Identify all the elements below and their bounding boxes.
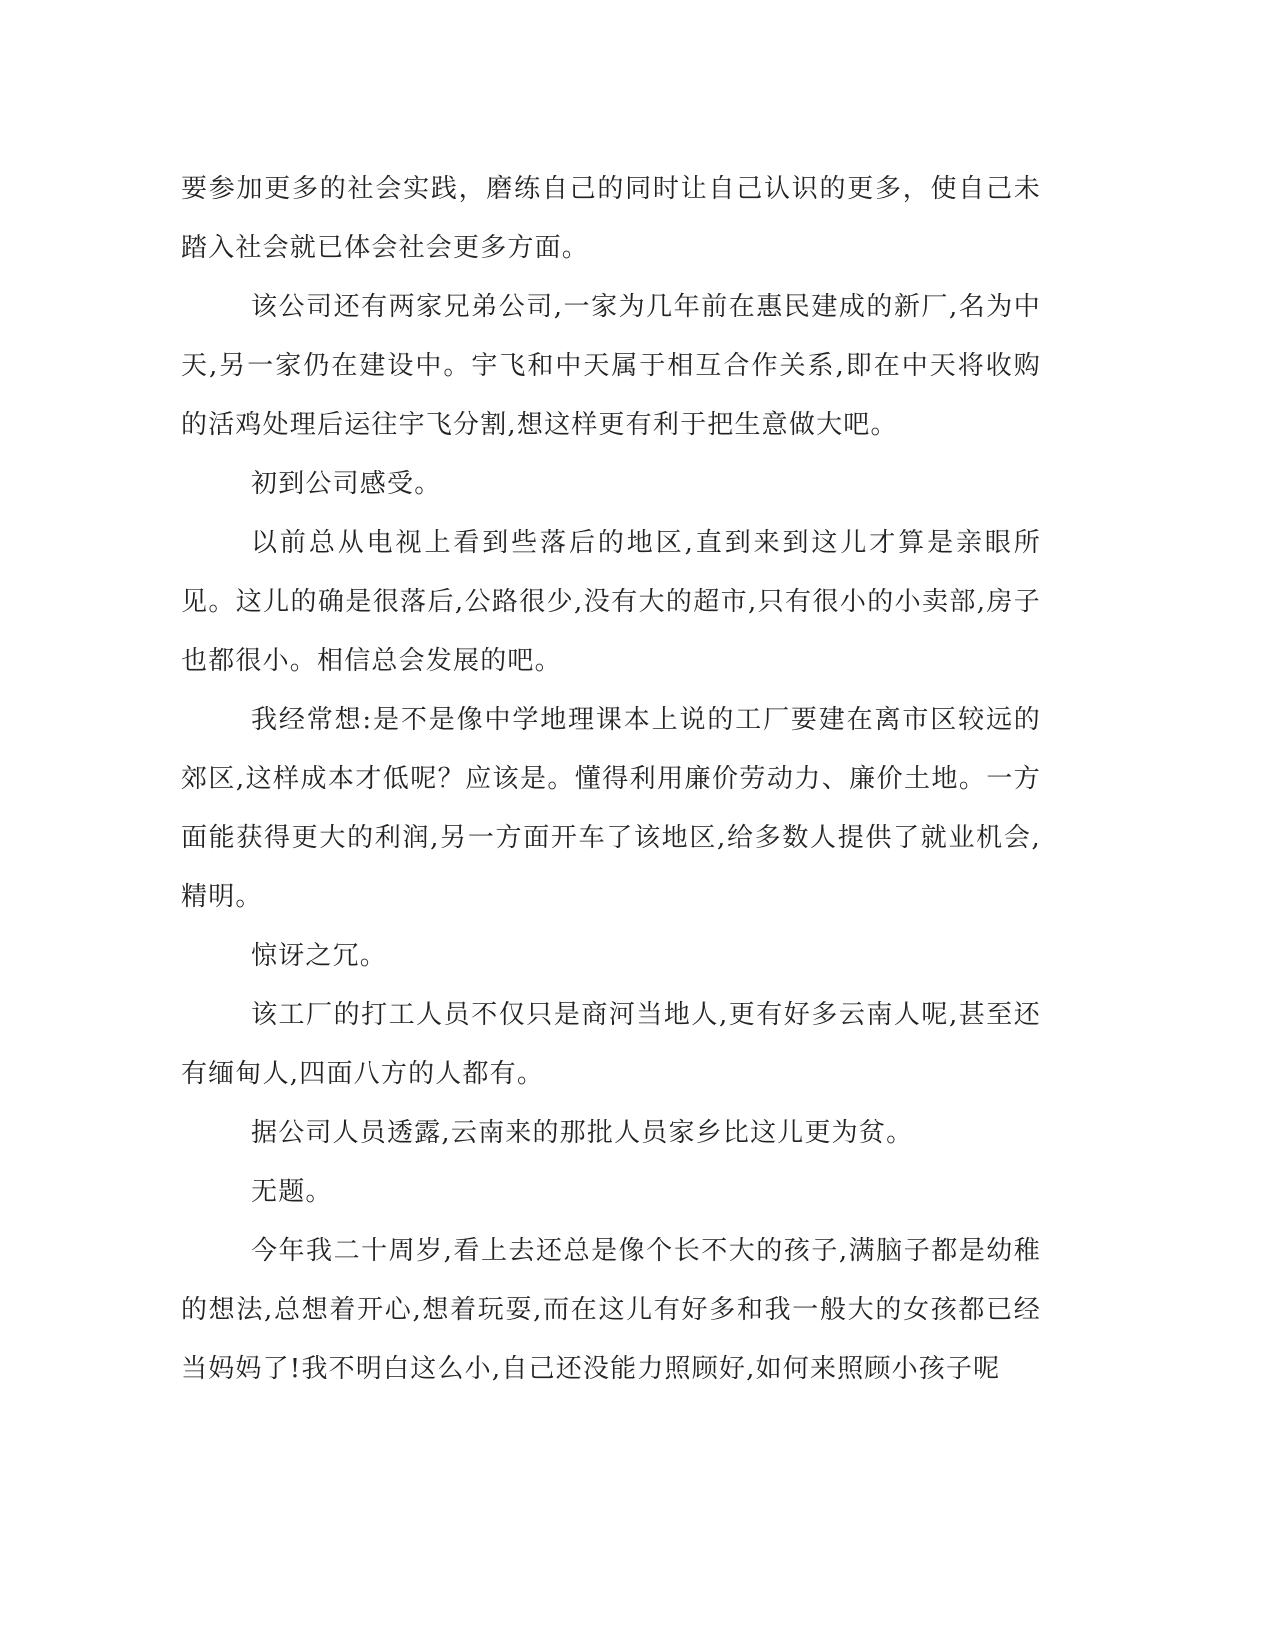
paragraph-5: 我经常想:是不是像中学地理课本上说的工厂要建在离市区较远的郊区,这样成本才低呢？应该是。懂得利用廉价劳动力、廉价土地。一方面能获得更大的利润,另一方面开车了该地区,给多数人提供了就业机会,精明。 — [181, 705, 1041, 912]
paragraph-9: 无题。 — [251, 1177, 333, 1207]
paragraph-1: 要参加更多的社会实践，磨练自己的同时让自己认识的更多，使自己未踏入社会就已体会社会更多方面。 — [181, 174, 1041, 263]
paragraph-4: 以前总从电视上看到些落后的地区,直到来到这儿才算是亲眼所见。这儿的确是很落后,公路很少,没有大的超市,只有很小的小卖部,房子也都很小。相信总会发展的吧。 — [181, 528, 1041, 676]
paragraph-3: 初到公司感受。 — [251, 469, 442, 499]
paragraph-7: 该工厂的打工人员不仅只是商河当地人,更有好多云南人呢,甚至还有缅甸人,四面八方的人都有。 — [181, 1000, 1041, 1089]
paragraph-6: 惊讶之冗。 — [251, 941, 388, 971]
paragraph-8: 据公司人员透露,云南来的那批人员家乡比这儿更为贫。 — [251, 1118, 914, 1148]
paragraph-10: 今年我二十周岁,看上去还总是像个长不大的孩子,满脑子都是幼稚的想法,总想着开心,想着玩耍,而在这儿有好多和我一般大的女孩都已经当妈妈了!我不明白这么小,自己还没能力照顾好,如何来照顾小孩子呢 — [181, 1236, 1041, 1384]
paragraph-2: 该公司还有两家兄弟公司,一家为几年前在惠民建成的新厂,名为中天,另一家仍在建设中。宇飞和中天属于相互合作关系,即在中天将收购的活鸡处理后运往宇飞分割,想这样更有利于把生意做大吧。 — [181, 292, 1041, 440]
document-body — [181, 160, 1041, 1399]
